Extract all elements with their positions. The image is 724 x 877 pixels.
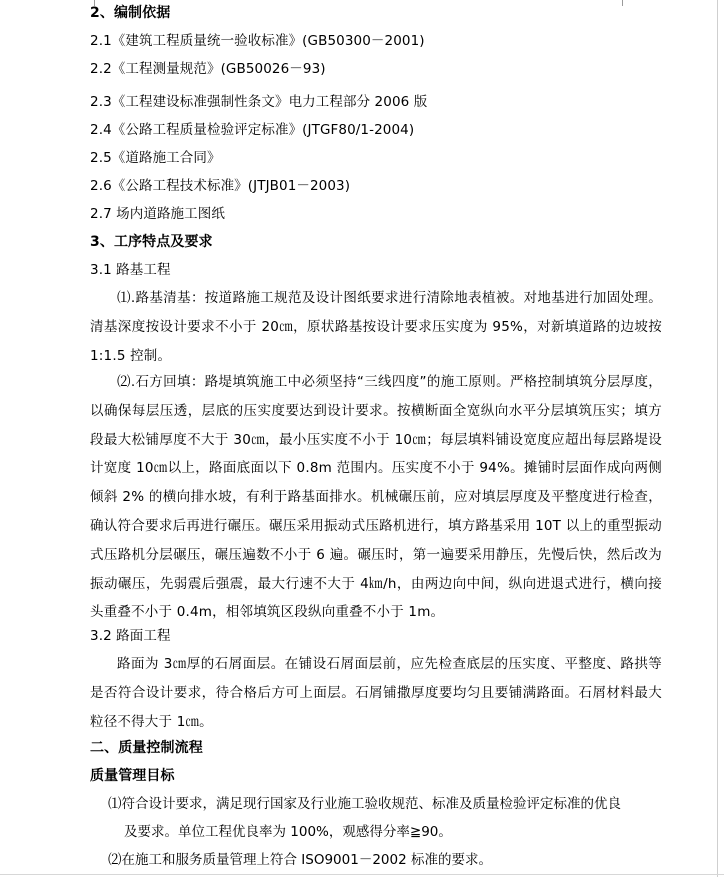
- basis-item-3: 2.3《工程建设标准强制性条文》电力工程部分 2006 版: [90, 94, 428, 110]
- basis-item-7: 2.7 场内道路施工图纸: [90, 206, 225, 222]
- quality-goal-item-2-text: ⑵在施工和服务质量管理上符合 ISO9001－2002 标准的要求。: [108, 852, 492, 868]
- basis-item-6: 2.6《公路工程技术标准》(JTJB01－2003): [90, 178, 351, 194]
- paragraph-pavement: 路面为 3㎝厚的石屑面层。在铺设石屑面层前，应先检查底层的压实度、平整度、路拱等是否符合设计要求，待合格后方可上面层。石屑铺撒厚度要均匀且要铺满路面。石屑材料最大粒径不得大于 1㎝。: [90, 656, 662, 730]
- margin-corner-mark-right: [622, 0, 635, 6]
- quality-goal-item-1-line-2: 及要求。单位工程优良率为 100%，观感得分率≧90。: [124, 824, 452, 840]
- basis-item-2: 2.2《工程测量规范》(GB50026－93): [90, 61, 326, 77]
- page-edge-right: [717, 0, 718, 877]
- subheading-roadbed: 3.1 路基工程: [90, 262, 171, 278]
- paragraph-roadbed-filling: ⑵.石方回填：路堤填筑施工中必须坚持“三线四度”的施工原则。严格控制填筑分层厚度，以确保每层压透，层底的压实度要达到设计要求。按横断面全宽纵向水平分层填筑压实；填方段最大松铺厚度不大于 30㎝，最小压实度不小于 10㎝；每层填料铺设宽度应超出每层路堤设计宽度 10㎝以上，路面底面以下 0.8m 范围内。压实度不小于 94%。摊铺时层面作成向两侧倾斜 2% 的横向排水坡，有利于路基面排水。机械碾压前，应对填层厚度及平整度进行检查，确认符合要求后再进行碾压。碾压采用振动式压路机进行，填方路基采用 10T 以上的重型振动式压路机分层碾压，碾压遍数不小于 6 遍。碾压时，第一遍要采用静压，先慢后快，然后改为振动碾压，先弱震后强震，最大行速不大于 4㎞/h，由两边向中间，纵向进退式进行，横向接头重叠不小于 0.4m，相邻填筑区段纵向重叠不小于 1m。: [90, 374, 662, 621]
- page-edge-bottom: [0, 874, 724, 875]
- basis-item-1: 2.1《建筑工程质量统一验收标准》(GB50300－2001): [90, 33, 425, 49]
- section-heading-quality: 二、质量控制流程: [90, 740, 203, 756]
- quality-goal-item-1-line-1: ⑴符合设计要求，满足现行国家及行业施工验收规范、标准及质量检验评定标准的优良: [108, 796, 621, 812]
- paragraph-roadbed-clearing: ⑴.路基清基：按道路施工规范及设计图纸要求进行清除地表植被。对地基进行加固处理。清基深度按设计要求不小于 20㎝，原状路基按设计要求压实度为 95%，对新填道路的边坡按 1:1.5 控制。: [90, 290, 662, 364]
- subheading-quality-goal: 质量管理目标: [90, 768, 175, 784]
- quality-goal-item-1: [108, 790, 664, 846]
- section-heading-basis: 2、编制依据: [90, 5, 171, 21]
- quality-goal-item-2: [108, 846, 664, 874]
- basis-item-4: 2.4《公路工程质量检验评定标准》(JTGF80/1-2004): [90, 122, 415, 138]
- subheading-pavement: 3.2 路面工程: [90, 628, 171, 644]
- section-heading-process: 3、工序特点及要求: [90, 234, 213, 250]
- basis-item-5: 2.5《道路施工合同》: [90, 150, 221, 166]
